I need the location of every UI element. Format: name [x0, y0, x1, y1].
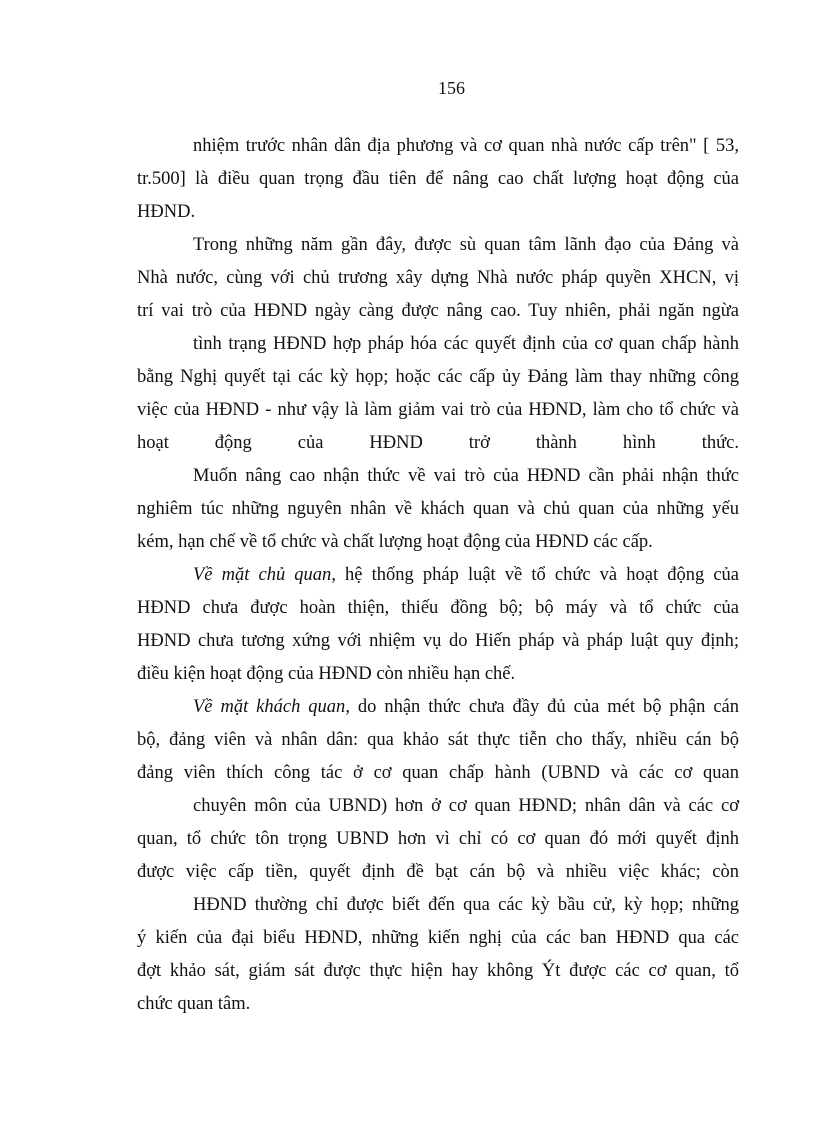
text-line: kém, hạn chế về tổ chức và chất lượng hoạt động của HĐND các cấp. — [137, 532, 653, 552]
document-body — [137, 130, 739, 1021]
text-line: HĐND chưa tương xứng với nhiệm vụ do Hiến pháp và pháp luật quy định; — [137, 631, 739, 651]
text-line: bộ, đảng viên và nhân dân: qua khảo sát thực tiễn cho thấy, nhiều cán bộ — [137, 730, 739, 750]
text-line: HĐND thường chỉ được biết đến qua các kỳ bầu cử, kỳ họp; những — [193, 895, 739, 915]
text-run: , do nhận thức chưa đầy đủ của mét bộ phận cán — [345, 697, 740, 717]
text-line: việc của HĐND - như vậy là làm giảm vai trò của HĐND, làm cho tổ chức và — [137, 400, 739, 420]
text-line: chuyên môn của UBND) hơn ở cơ quan HĐND; nhân dân và các cơ — [193, 796, 739, 816]
text-line: HĐND chưa được hoàn thiện, thiếu đồng bộ; bộ máy và tổ chức của — [137, 598, 739, 618]
text-line: hoạt động của HĐND trở thành hình thức. — [137, 433, 739, 453]
text-line — [137, 559, 739, 592]
text-line: quan, tổ chức tôn trọng UBND hơn vì chỉ có cơ quan đó mới quyết định — [137, 829, 739, 849]
text-line — [137, 691, 739, 724]
text-line: Muốn nâng cao nhận thức về vai trò của HĐND cần phải nhận thức — [193, 466, 739, 486]
text-line: chức quan tâm. — [137, 994, 251, 1014]
text-line: trí vai trò của HĐND ngày càng được nâng cao. Tuy nhiên, phải ngăn ngừa — [137, 301, 739, 321]
text-line: Nhà nước, cùng với chủ trương xây dựng Nhà nước pháp quyền XHCN, vị — [137, 268, 739, 288]
italic-lead: Về mặt chủ quan — [193, 565, 332, 585]
text-line: được việc cấp tiền, quyết định đề bạt cán bộ và nhiều việc khác; còn — [137, 862, 739, 882]
text-line: tr.500] là điều quan trọng đầu tiên để nâng cao chất lượng hoạt động của — [137, 169, 739, 189]
italic-lead: Về mặt khách quan — [193, 697, 346, 717]
text-line: đợt khảo sát, giám sát được thực hiện hay không Ýt được các cơ quan, tổ — [137, 961, 739, 981]
text-line: bằng Nghị quyết tại các kỳ họp; hoặc các cấp ủy Đảng làm thay những công — [137, 367, 739, 387]
text-line: nhiệm trước nhân dân địa phương và cơ quan nhà nước cấp trên" [ 53, — [193, 136, 739, 156]
text-line: đảng viên thích công tác ở cơ quan chấp hành (UBND và các cơ quan — [137, 763, 739, 783]
text-line: nghiêm túc những nguyên nhân về khách quan và chủ quan của những yếu — [137, 499, 739, 519]
page-number: 156 — [438, 78, 465, 98]
text-line: Trong những năm gần đây, được sù quan tâm lãnh đạo của Đảng và — [193, 235, 739, 255]
text-line: ý kiến của đại biểu HĐND, những kiến nghị của các ban HĐND qua các — [137, 928, 739, 948]
text-line: tình trạng HĐND hợp pháp hóa các quyết định của cơ quan chấp hành — [193, 334, 739, 354]
text-line: điều kiện hoạt động của HĐND còn nhiều hạn chế. — [137, 664, 516, 684]
text-line: HĐND. — [137, 202, 196, 222]
text-run: , hệ thống pháp luật về tổ chức và hoạt động của — [331, 565, 739, 585]
